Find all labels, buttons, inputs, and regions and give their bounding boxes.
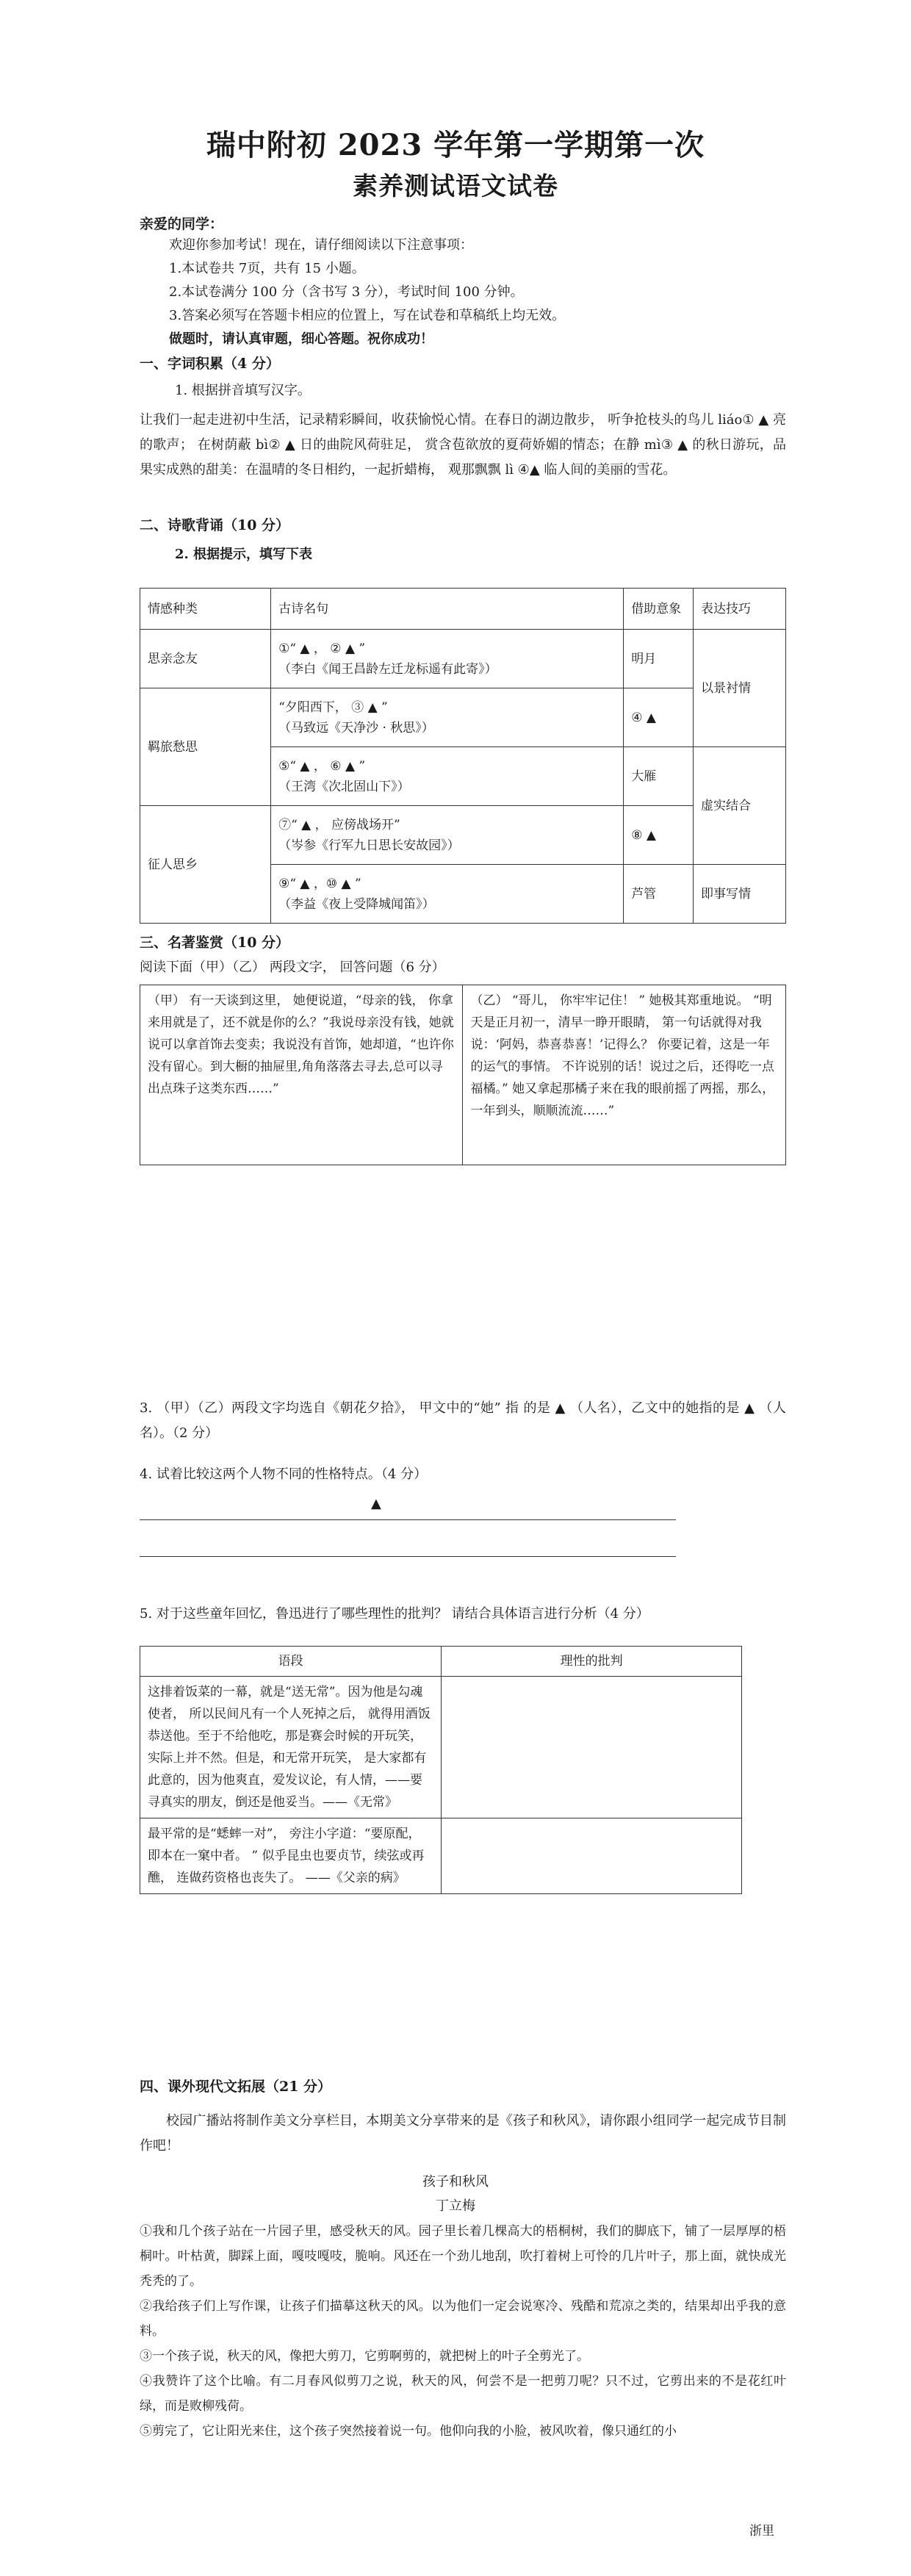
section-heading: 四、课外现代文拓展（21 分） [140,2079,332,2095]
story-paragraph: ⑤剪完了，它让阳光来住，这个孩子突然接着说一句。他仰向我的小脸，被风吹着，像只通红的小 [140,2424,677,2439]
exam-subtitle: 素养测试语文试卷 [353,172,558,201]
critique-table [140,1646,742,1894]
poem-source: （王湾《次北固山下》） [278,779,410,794]
emotion-cell: 征人思乡 [140,806,271,924]
image-cell: 大雁 [624,747,694,806]
question-4: 4. 试着比较这两个人物不同的性格特点。（4 分） [140,1467,428,1482]
instructions [169,234,565,351]
poem-line: “夕阳西下， ③ ▲ ” [278,699,388,715]
greeting: 亲爱的同学： [140,216,224,232]
story-paragraph: ③一个孩子说，秋天的风，像把大剪刀，它剪啊剪的，就把树上的叶子全剪光了。 [140,2349,589,2364]
image-cell: 明月 [624,630,694,688]
answer-mark: ▲ [371,1496,381,1511]
table-header: 借助意象 [624,589,694,630]
emotion-cell: 思亲念友 [140,630,271,688]
image-cell: ⑧ ▲ [624,806,694,865]
technique-cell: 以景衬情 [693,630,785,747]
question-1: 1. 根据拼音填写汉字。 [175,383,311,398]
section3-intro: 阅读下面（甲）（乙） 两段文字， 回答问题（6 分） [140,960,445,975]
poem-line-cell [271,630,624,688]
instruction-item: 3.答案必须写在答题卡相应的位置上，写在试卷和草稿纸上均无效。 [169,308,566,323]
exam-title: 瑞中附初 2023 学年第一学期第一次 [206,128,705,162]
quote-cell: 这排着饭菜的一幕，就是“送无常”。因为他是勾魂使者， 所以民间凡有一个人死掉之后， 就得用酒饭恭送他。至于不给他吃，那是赛会时候的开玩笑，实际上并不然。但是，和无常开玩笑， 是大家都有此意的，因为他爽直，爱发议论，有人情，——要寻真实的朋友，倒还是他妥当。——《无常》 [140,1677,442,1818]
image-cell: 芦管 [624,865,694,924]
technique-cell: 虚实结合 [693,747,785,865]
closing-text: 做题时，请认真审题，细心答题。祝你成功！ [169,331,433,347]
table-header: 情感种类 [140,589,271,630]
quote-cell: 最平常的是“蟋蟀一对”， 旁注小字道：“要原配， 即本在一窠中者。 ” 似乎昆虫也要贞节，续弦或再醮， 连做药资格也丧失了。 ——《父亲的病》 [140,1818,442,1894]
excerpt-jia: （甲） 有一天谈到这里， 她便说道，“母亲的钱， 你拿来用就是了，还不就是你的么？”我说母亲没有钱，她就说可以拿首饰去变卖；我说没有首饰，她却道，“也许你没有留心。到大橱的抽屉里,角角落落去寻去,总可以寻出点珠子这类东西……” [140,985,463,1165]
welcome-text: 欢迎你参加考试！现在，请仔细阅读以下注意事项： [169,237,473,253]
answer-line[interactable] [140,1519,676,1520]
poem-line: ①“ ▲ ， ② ▲ ” [278,641,366,656]
poem-source: （李白《闻王昌龄左迁龙标遥有此寄》） [278,661,497,677]
question-2: 2. 根据提示，填写下表 [175,547,313,562]
poem-line: ⑤“ ▲ ， ⑥ ▲ ” [278,758,366,774]
table-header: 语段 [140,1647,442,1677]
section4-intro: 校园广播站将制作美文分享栏目，本期美文分享带来的是《孩子和秋风》，请你跟小组同学一起完成节目制作吧！ [140,2113,786,2154]
section-heading: 二、诗歌背诵（10 分） [140,517,290,533]
story-body [140,2219,786,2444]
table-header: 表达技巧 [693,589,785,630]
instruction-item: 1.本试卷共 7页，共有 15 小题。 [169,261,365,276]
excerpt-table [140,985,786,1165]
poem-line-cell [271,747,624,806]
answer-cell[interactable] [442,1677,742,1818]
table-header: 古诗名句 [271,589,624,630]
instruction-item: 2.本试卷满分 100 分（含书写 3 分），考试时间 100 分钟。 [169,284,524,300]
page-footer: 浙里 [749,2524,774,2539]
poetry-table [140,588,786,924]
poem-source: （马致远《天净沙 · 秋思》） [278,720,434,735]
poem-line: ⑦“ ▲ ， 应傍战场开” [278,817,400,832]
poem-source: （岑参《行军九日思长安故园》） [278,838,460,853]
story-paragraph: ②我给孩子们上写作课，让孩子们描摹这秋天的风。以为他们一定会说寒冷、残酷和荒凉之类的，结果却出乎我的意料。 [140,2299,786,2339]
section-heading: 三、名著鉴赏（10 分） [140,935,290,951]
poem-line: ⑨“ ▲ ，⑩ ▲ ” [278,876,361,891]
question-3: 3. （甲）（乙）两段文字均选自《朝花夕拾》， 甲文中的“她” 指 的是 ▲ （人名），乙文中的她指的是 ▲ （人名）。（2 分） [140,1400,786,1441]
story-title: 孩子和秋风 [422,2174,489,2190]
technique-cell: 即事写情 [693,865,785,924]
poem-source: （李益《夜上受降城闻笛》） [278,896,435,912]
excerpt-yi: （乙） “哥儿， 你牢牢记住！ ” 她极其郑重地说。 “明天是正月初一，清早一睁开眼睛， 第一句话就得对我说：‘阿妈，恭喜恭喜！’记得么？ 你要记着，这是一年的运气的事情。 不许说别的话！说过之后，还得吃一点福橘。” 她又拿起那橘子来在我的眼前摇了两摇，那么，一年到头，顺顺流流……” [463,985,786,1165]
question-5: 5. 对于这些童年回忆，鲁迅进行了哪些理性的批判？ 请结合具体语言进行分析（4 分） [140,1606,649,1622]
story-paragraph: ④我赞许了这个比喻。有二月春风似剪刀之说，秋天的风，何尝不是一把剪刀呢？只不过，它剪出来的不是花红叶绿，而是败柳残荷。 [140,2374,786,2414]
image-cell: ④ ▲ [624,688,694,747]
section-heading: 一、字词积累（4 分） [140,356,280,372]
pinyin-passage: 让我们一起走进初中生活，记录精彩瞬间，收获愉悦心情。在春日的湖边散步， 听争抢枝头的鸟儿 liáo① ▲ 亮的歌声； 在树荫蔽 bì② ▲ 日的曲院风荷驻足， 赏含苞欲放的夏荷娇媚的情态；在静 mì③ ▲ 的秋日游玩，品果实成熟的甜美：在温晴的冬日相约，一起折蜡梅， 观那飘飘 lì ④▲ 临人间的美丽的雪花。 [140,412,786,478]
poem-line-cell [271,865,624,924]
emotion-cell: 羁旅愁思 [140,688,271,806]
poem-line-cell [271,806,624,865]
table-header: 理性的批判 [442,1647,742,1677]
story-paragraph: ①我和几个孩子站在一片园子里，感受秋天的风。园子里长着几棵高大的梧桐树，我们的脚底下，铺了一层厚厚的梧桐叶。叶枯黄，脚踩上面，嘎吱嘎吱，脆响。风还在一个劲儿地刮，吹打着树上可怜的几片叶子，那上面，就快成光秃秃的了。 [140,2224,786,2289]
answer-cell[interactable] [442,1818,742,1894]
poem-line-cell [271,688,624,747]
story-author: 丁立梅 [436,2198,475,2214]
answer-line[interactable] [140,1556,676,1557]
